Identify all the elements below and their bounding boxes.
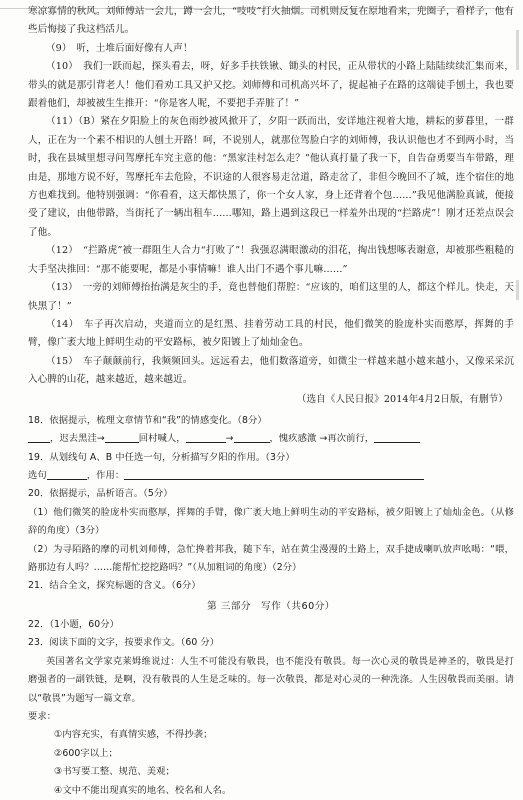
question-23: 23．阅读下面的文字，按要求作文。（60 分） — [28, 637, 220, 649]
section-three-heading: 第 三部分 写作（共60分） — [207, 600, 335, 612]
writing-requirement-label: 要求： — [28, 710, 57, 722]
question-18-answer-line: ，迟去黑洼→ 回村喊人， → ，愧疚感激 →再次前行， — [28, 430, 514, 448]
question-20-2: （2）为寻陌路的摩的司机刘师傅，急忙搀着邦我，随下车，站在黄尘漫漫的土路上，双手捷成喇叭放声吆喝：“喂，路那边有人吗？……能帮忙挖挖路吗？”（从加粗词的角度）（2分） — [28, 543, 514, 574]
writing-requirement: ②600字以上； — [54, 747, 118, 759]
scan-edge-mark — [516, 30, 519, 70]
passage-paragraph: （13） 一旁的刘师傅抬抬满是灰尘的手，竟也替他们帮腔：“应该的，咱们这里的人，都这个样儿。快走，天快黑了！” — [28, 282, 514, 312]
answer-blank-choice[interactable] — [47, 467, 87, 480]
content-column — [28, 3, 514, 800]
answer-blank-3[interactable] — [186, 430, 226, 443]
passage-paragraph: 寒凉寡情的秋风。刘师傅站一会儿，蹲一会儿，“吱吱”打火抽烟。司机则反复在原地看来，兜圈子，看样子，他有些后悔接了我这档活儿。 — [28, 6, 514, 36]
question-20: 20．依据提示，品析语言。（5分） — [28, 488, 173, 500]
question-22: 22．（1小题，60分） — [28, 618, 119, 630]
passage-paragraph: （12） “拦路虎”被一群阻生人合力“打败了”！我强忍满眼激动的泪花，掏出钱想啄表谢意，却被那些粗糙的大手坚决推回：“那不能要呢，都是小事情嘛！谁人出门不遇个事儿嘛……” — [28, 245, 514, 275]
passage-paragraph: （14） 车子再次启动，夹道而立的是红黑、挂着劳动工具的村民，他们微笑的脸庞朴实而憨厚，挥舞的手臂，像广袤大地上鲜明生动的平安路标，被夕阳镀上了灿灿金色。 — [28, 318, 514, 349]
writing-requirement: ④文中不能出现真实的地名、校名和人名。 — [54, 784, 232, 796]
question-19: 19．从划线句 A、B 中任选一句，分析描写夕阳的作用。（3分） — [28, 451, 295, 463]
question-21: 21．结合全文，探究标题的含义。（6分） — [28, 580, 201, 592]
answer-blank-effect[interactable] — [124, 467, 424, 480]
passage-paragraph: （9） 听，土堆后面好像有人声！ — [46, 42, 193, 54]
question-19-answer-line: 选句 ，作用： — [28, 467, 514, 485]
question-18: 18．依据提示，梳理文章情节和“我”的情感变化。（8分） — [28, 414, 267, 426]
passage-paragraph: （15） 车子颠颠前行，我频频回头。远远看去，他们数落道旁，如微尘一样越来越小越来越小，又像采采沉入心脾的山花，越来越近，越来越近。 — [28, 355, 514, 386]
writing-requirement: ③书写要工整、规范、美观； — [54, 766, 175, 778]
answer-blank-1[interactable] — [28, 430, 50, 443]
answer-blank-4[interactable] — [234, 430, 270, 443]
question-20-1: （1）他们微笑的脸庞朴实而憨厚，挥舞的手臂，像广袤大地上鲜明生动的平安路标，被夕阳镀上了灿灿金色。（从修辞的角度）（3分） — [28, 506, 514, 537]
writing-prompt: 英国著名文学家克莱姆维说过：人生不可能没有敬畏，也不能没有敬畏。每一次心灵的敬畏是神圣的，敬畏是打磨强者的一副铁链，是啊，没有敬畏的人生是乏味的。每一次敬畏，都是对心灵的一种洗涤。人生因敬畏而美丽。请以“敬畏”为题写一篇文章。 — [28, 655, 514, 704]
answer-blank-2[interactable] — [105, 430, 139, 443]
writing-requirement: ①内容充实，有真情实感，不得抄袭； — [54, 729, 213, 741]
answer-blank-5[interactable] — [374, 430, 420, 443]
passage-paragraph: （10） 我们一跃而起，探头看去，呀，好多手扶铁锹、锄头的村民，正从带状的小路上陆陆续续汇集而来，带头的就是那引背老人！他们看劝工具又护又挖。刘师傅和司机高兴坏了，捉起袖子在路的这端徒手刨土，我也要跟着他们，却被被生生推开：“你是客人呢，不要把手弄脏了！” — [28, 61, 514, 110]
passage-paragraph: （11）（B）紧在夕阳脸上的灰色雨纱被风掀开了，夕阳一跃而出，安详地注视着大地，耕耘的萝暮里，一群人，正在为一个素不相识的人刨土开路！呵，不说别人，就那位驾脸白字的刘师傅，我认识他也才不到两小时，当时，我在县城里想寻问驾摩托车究主意的他：“黑家洼村怎么走？”他认真打量了我一下，自告奋勇要当车带路，理由是，那地方说不好，驾摩托车去危险，不识途的人很容易走岔道，路走岔了，非但今晚回不了城，连个宿住的地方也难找到。他特别强调：“你看看，这天都快黑了，你一个女人家，身上还背着个包……”我见他满脸真诚，便接受了建议，由他带路，当街托了一辆出租车……哪知，路上遇到这段已一样羞外出现的“拦路虎”！刚才还差点误会了他。 — [28, 116, 514, 238]
source-citation: （选自《人民日报》2014年4月2日版，有删节） — [296, 393, 508, 405]
scan-edge-mark — [516, 280, 519, 300]
